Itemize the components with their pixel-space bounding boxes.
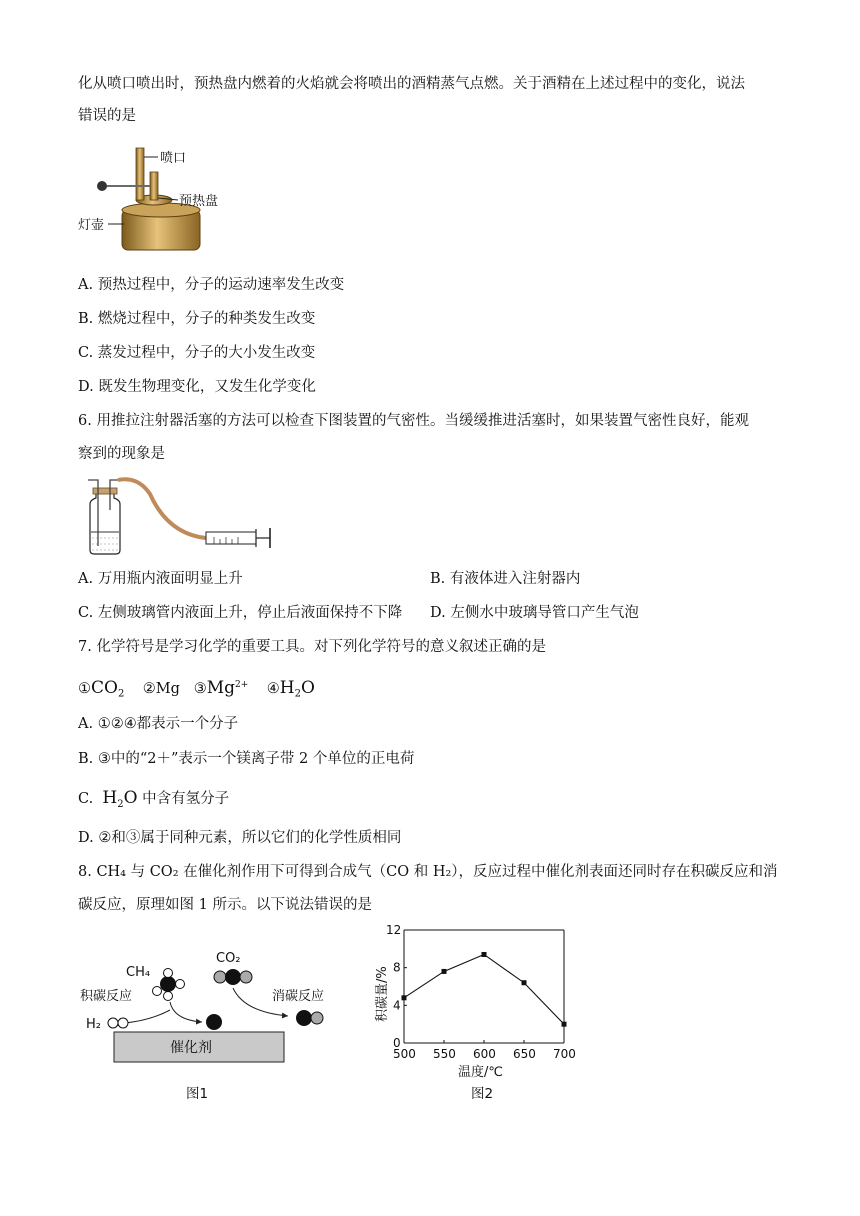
y-tick-label: 4: [393, 998, 401, 1013]
x-tick-label: 650: [513, 1047, 536, 1061]
x-tick-label: 550: [433, 1047, 456, 1061]
reaction-mechanism-figure: [78, 940, 348, 1070]
x-tick-label: 500: [393, 1047, 416, 1061]
data-point: [522, 980, 527, 985]
catalyst-label: 催化剂: [170, 1040, 212, 1056]
x-axis-label: 温度/℃: [458, 1065, 503, 1080]
q7-option-a: A. ①②④都表示一个分子: [78, 716, 239, 732]
q5-text-line1: 化从喷口喷出时，预热盘内燃着的火焰就会将喷出的酒精蒸气点燃。关于酒精在上述过程中的变化，说法: [78, 76, 745, 92]
deposit-reaction-label: 积碳反应: [80, 989, 133, 1004]
q6-option-d: D. 左侧水中玻璃导管口产生气泡: [430, 605, 639, 621]
nozzle-label: 喷口: [160, 151, 187, 166]
airtightness-apparatus-figure: [78, 474, 278, 558]
figure2-caption: 图2: [471, 1086, 494, 1102]
eliminate-reaction-label: 消碳反应: [272, 989, 325, 1004]
q5-text-line2: 错误的是: [78, 108, 136, 124]
lamp-pot-label: 灯壶: [78, 218, 105, 233]
data-point: [402, 995, 407, 1000]
q5-option-a: A. 预热过程中，分子的运动速率发生改变: [78, 277, 345, 293]
q7-option-b: B. ③中的“2＋”表示一个镁离子带 2 个单位的正电荷: [78, 751, 415, 767]
alcohol-burner-figure: [78, 140, 238, 260]
preheat-plate-label: 预热盘: [179, 194, 219, 209]
x-tick-label: 700: [553, 1047, 576, 1061]
q6-text-line1: 6. 用推拉注射器活塞的方法可以检查下图装置的气密性。当缓缓推进活塞时，如果装置气密性良好，能观: [78, 413, 749, 429]
q5-option-c: C. 蒸发过程中，分子的大小发生改变: [78, 345, 316, 361]
q5-option-d: D. 既发生物理变化，又发生化学变化: [78, 379, 316, 395]
carbon-deposition-chart: [360, 920, 590, 1080]
q6-text-line2: 察到的现象是: [78, 446, 165, 462]
q7-option-c: C. $H_2O$ 中含有氢分子: [78, 788, 230, 810]
q7-symbols: $①CO_2$ ②Mg $③Mg^{2+}$ $④H_2O$: [78, 677, 315, 700]
x-tick-label: 600: [473, 1047, 496, 1061]
q8-text-line2: 碳反应，原理如图 1 所示。以下说法错误的是: [78, 897, 372, 913]
y-axis-label: 积碳量/%: [375, 966, 390, 1022]
data-point: [562, 1022, 567, 1027]
q8-text-line1: 8. CH₄ 与 CO₂ 在催化剂作用下可得到合成气（CO 和 H₂），反应过程中催化剂表面还同时存在积碳反应和消: [78, 864, 778, 880]
y-tick-label: 12: [386, 923, 402, 937]
chart-svg: [360, 920, 590, 1080]
y-tick-label: 0: [393, 1036, 401, 1050]
q7-text-line1: 7. 化学符号是学习化学的重要工具。对下列化学符号的意义叙述正确的是: [78, 639, 546, 655]
q6-option-b: B. 有液体进入注射器内: [430, 571, 581, 587]
q7-option-d: D. ②和③属于同种元素，所以它们的化学性质相同: [78, 830, 402, 846]
co2-label: CO₂: [216, 951, 241, 966]
q5-option-b: B. 燃烧过程中，分子的种类发生改变: [78, 311, 316, 327]
data-point: [482, 952, 487, 957]
ch4-label: CH₄: [126, 965, 151, 980]
q6-option-a: A. 万用瓶内液面明显上升: [78, 571, 243, 587]
q6-option-c: C. 左侧玻璃管内液面上升，停止后液面保持不下降: [78, 605, 403, 621]
y-tick-label: 8: [393, 960, 401, 975]
figure1-caption: 图1: [186, 1086, 209, 1102]
series-line: [404, 954, 564, 1024]
h2-label: H₂: [86, 1017, 101, 1032]
data-point: [442, 969, 447, 974]
